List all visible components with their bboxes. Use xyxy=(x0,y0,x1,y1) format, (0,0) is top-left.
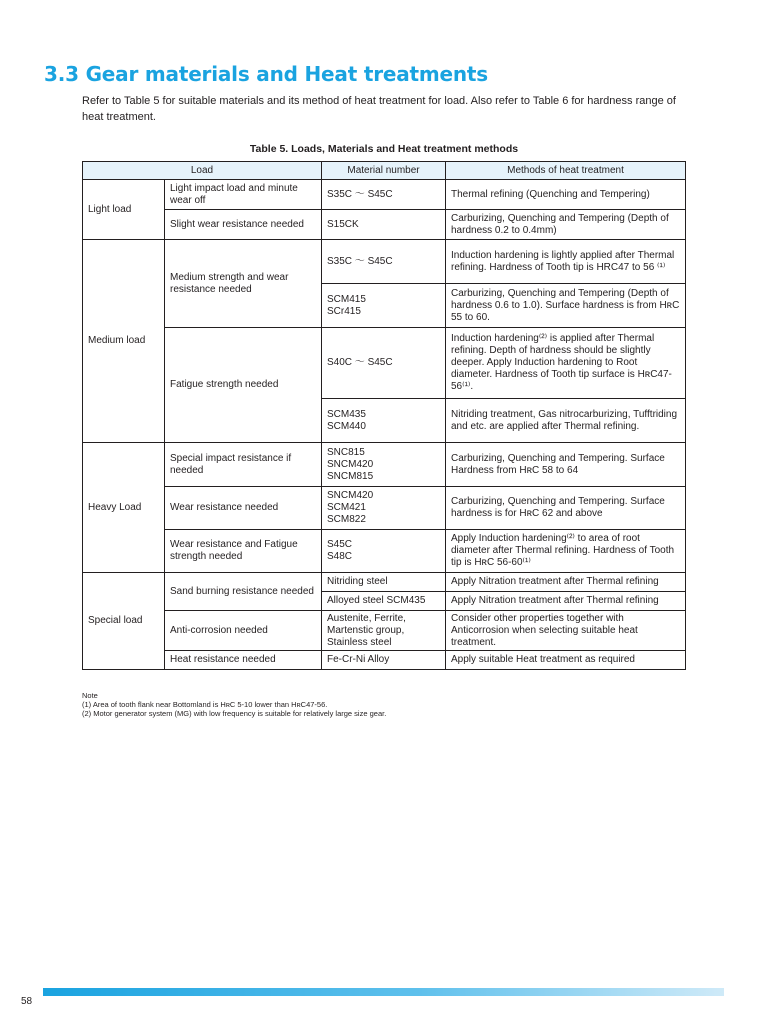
material-cell: SCM415 SCr415 xyxy=(322,284,446,328)
method-cell: Carburizing, Quenching and Tempering (Depth of hardness 0.6 to 1.0). Surface hardness is from HʀC 55 to 60. xyxy=(446,284,686,328)
table-row xyxy=(83,611,686,651)
table-row xyxy=(83,651,686,670)
table-body xyxy=(83,180,686,670)
condition-cell: Sand burning resistance needed xyxy=(165,573,322,611)
table-caption: Table 5. Loads, Materials and Heat treatment methods xyxy=(249,143,519,155)
method-cell: Carburizing, Quenching and Tempering. Surface hardness is for HʀC 62 and above xyxy=(446,487,686,530)
method-cell: Thermal refining (Quenching and Tempering) xyxy=(446,180,686,210)
condition-cell: Heat resistance needed xyxy=(165,651,322,670)
table-row xyxy=(83,240,686,284)
header-row xyxy=(83,162,686,180)
table-row xyxy=(83,180,686,210)
method-cell: Carburizing, Quenching and Tempering. Surface Hardness from HʀC 58 to 64 xyxy=(446,443,686,487)
table-row xyxy=(83,573,686,592)
notes xyxy=(82,691,702,718)
material-cell: SCM435 SCM440 xyxy=(322,399,446,443)
material-cell: Austenite, Ferrite, Martenstic group, Stainless steel xyxy=(322,611,446,651)
material-cell: S40C ～ S45C xyxy=(322,328,446,399)
method-cell: Apply Nitration treatment after Thermal refining xyxy=(446,592,686,611)
material-cell: S35C ～ S45C xyxy=(322,240,446,284)
table-row xyxy=(83,328,686,399)
load-cell: Special load xyxy=(83,573,165,670)
condition-cell: Fatigue strength needed xyxy=(165,328,322,443)
method-cell: Induction hardening is lightly applied after Thermal refining. Hardness of Tooth tip is HRC47 to 56 ⁽¹⁾ xyxy=(446,240,686,284)
section-title: 3.3 Gear materials and Heat treatments xyxy=(44,62,488,86)
material-cell: Alloyed steel SCM435 xyxy=(322,592,446,611)
material-cell: S35C ～ S45C xyxy=(322,180,446,210)
materials-table xyxy=(82,161,686,670)
method-cell: Apply Nitration treatment after Thermal refining xyxy=(446,573,686,592)
method-cell: Nitriding treatment, Gas nitrocarburizing, Tufftriding and etc. are applied after Thermal refining. xyxy=(446,399,686,443)
load-cell: Medium load xyxy=(83,240,165,443)
condition-cell: Medium strength and wear resistance needed xyxy=(165,240,322,328)
note-item: (1) Area of tooth flank near Bottomland is HʀC 5-10 lower than HʀC47-56. xyxy=(82,700,328,709)
method-cell: Consider other properties together with Anticorrosion when selecting suitable heat treatment. xyxy=(446,611,686,651)
note-item: (2) Motor generator system (MG) with low frequency is suitable for relatively large size gear. xyxy=(82,709,387,718)
page-number: 58 xyxy=(21,996,33,1007)
load-cell: Heavy Load xyxy=(83,443,165,573)
method-cell: Induction hardening⁽²⁾ is applied after Thermal refining. Depth of hardness should be slightly deeper. Apply Induction hardening to Root diameter. Hardness of Tooth tip surface is HʀC47-56⁽¹⁾. xyxy=(446,328,686,399)
material-cell: SNC815 SNCM420 SNCM815 xyxy=(322,443,446,487)
condition-cell: Wear resistance and Fatigue strength needed xyxy=(165,530,322,573)
method-cell: Carburizing, Quenching and Tempering (Depth of hardness 0.2 to 0.4mm) xyxy=(446,210,686,240)
condition-cell: Light impact load and minute wear off xyxy=(165,180,322,210)
material-cell: Nitriding steel xyxy=(322,573,446,592)
notes-title: Note xyxy=(82,691,98,700)
table-row xyxy=(83,487,686,530)
header-method: Methods of heat treatment xyxy=(446,162,686,180)
table-row xyxy=(83,210,686,240)
condition-cell: Wear resistance needed xyxy=(165,487,322,530)
intro-paragraph: Refer to Table 5 for suitable materials and its method of heat treatment for load. Also refer to Table 6 for hardness range of heat treatment. xyxy=(82,95,676,123)
material-cell: S15CK xyxy=(322,210,446,240)
table-header xyxy=(83,162,686,180)
material-cell: S45C S48C xyxy=(322,530,446,573)
load-cell: Light load xyxy=(83,180,165,240)
table-row xyxy=(83,443,686,487)
material-cell: Fe-Cr-Ni Alloy xyxy=(322,651,446,670)
condition-cell: Anti-corrosion needed xyxy=(165,611,322,651)
condition-cell: Slight wear resistance needed xyxy=(165,210,322,240)
table-row xyxy=(83,530,686,573)
header-load: Load xyxy=(83,162,322,180)
condition-cell: Special impact resistance if needed xyxy=(165,443,322,487)
material-cell: SNCM420 SCM421 SCM822 xyxy=(322,487,446,530)
footer-bar xyxy=(43,988,724,996)
method-cell: Apply Induction hardening⁽²⁾ to area of root diameter after Thermal refining. Hardness of Tooth tip is HʀC 56-60⁽¹⁾ xyxy=(446,530,686,573)
method-cell: Apply suitable Heat treatment as required xyxy=(446,651,686,670)
header-material: Material number xyxy=(322,162,446,180)
